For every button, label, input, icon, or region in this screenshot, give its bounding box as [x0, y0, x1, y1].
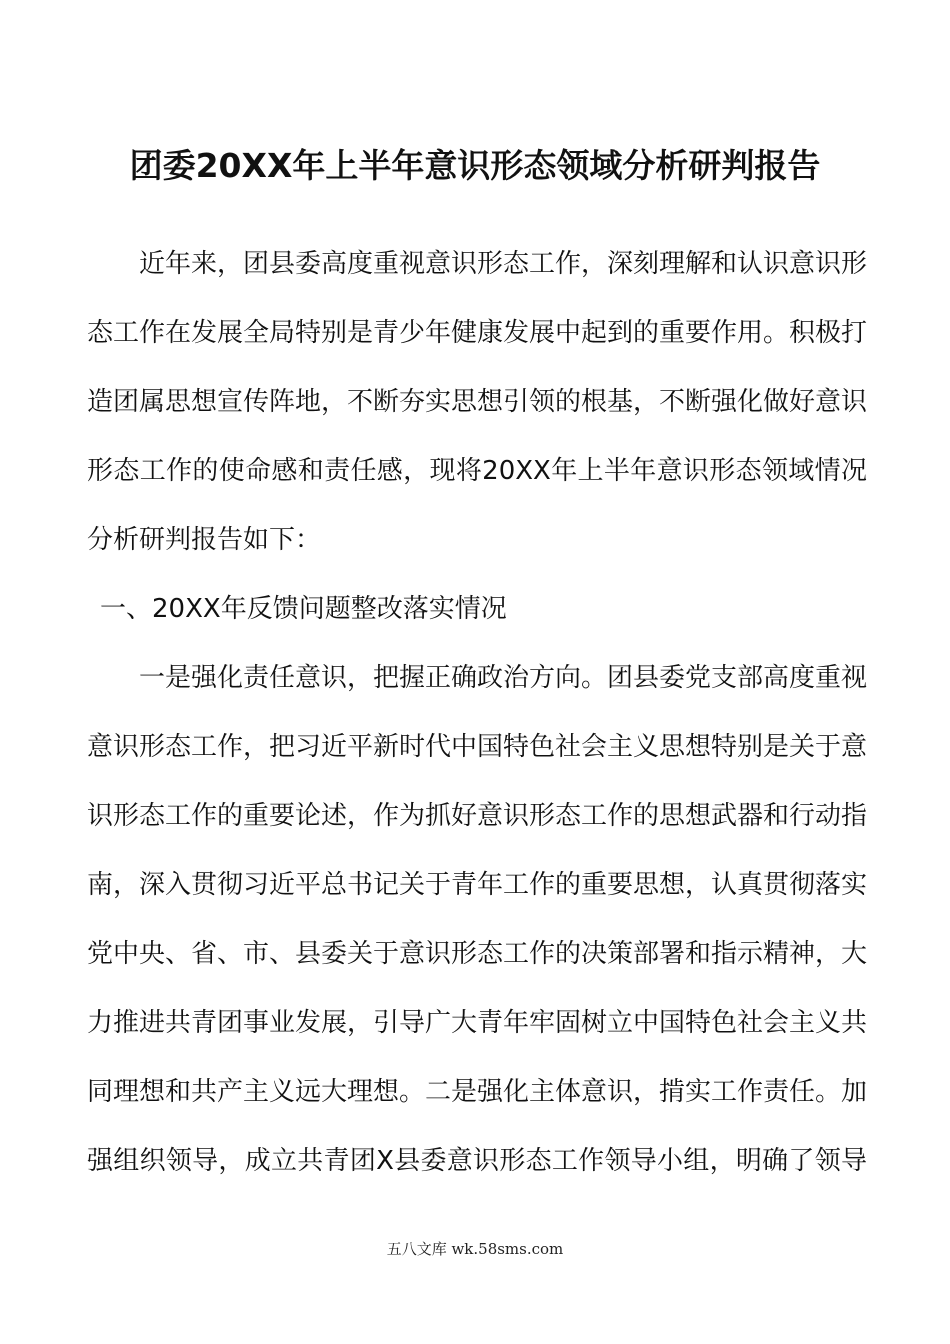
- paragraph-line: 近年来，团县委高度重视意识形态工作，深刻理解和认识意识形: [139, 249, 867, 279]
- paragraph-line: 意识形态工作，把习近平新时代中国特色社会主义思想特别是关于意: [87, 732, 867, 762]
- paragraph-line: 分析研判报告如下：: [87, 525, 322, 555]
- paragraph-line: 识形态工作的重要论述，作为抓好意识形态工作的思想武器和行动指: [87, 801, 867, 831]
- paragraph-line: 力推进共青团事业发展，引导广大青年牢固树立中国特色社会主义共: [87, 1008, 867, 1038]
- paragraph-line: 强组织领导，成立共青团X县委意识形态工作领导小组，明确了领导: [87, 1146, 867, 1176]
- document-body: [87, 236, 867, 1202]
- paragraph-line: 党中央、省、市、县委关于意识形态工作的决策部署和指示精神，大: [87, 939, 867, 969]
- paragraph-line: 同理想和共产主义远大理想。二是强化主体意识，掯实工作责任。加: [87, 1077, 867, 1107]
- paragraph-line: 形态工作的使命感和责任感，现将20XX年上半年意识形态领域情况: [87, 456, 867, 486]
- paragraph-line: 一是强化责任意识，把握正确政治方向。团县委党支部高度重视: [139, 663, 867, 693]
- document-title: 团委20XX年上半年意识形态领域分析研判报告: [129, 146, 821, 185]
- footer-watermark: 五八文库 wk.58sms.com: [386, 1240, 564, 1258]
- paragraph-line: 南，深入贯彻习近平总书记关于青年工作的重要思想，认真贯彻落实: [87, 870, 867, 900]
- section-heading: 一、20XX年反馈问题整改落实情况: [100, 594, 507, 624]
- paragraph-line: 造团属思想宣传阵地，不断夯实思想引领的根基，不断强化做好意识: [87, 387, 867, 417]
- paragraph-line: 态工作在发展全局特别是青少年健康发展中起到的重要作用。积极打: [87, 318, 867, 348]
